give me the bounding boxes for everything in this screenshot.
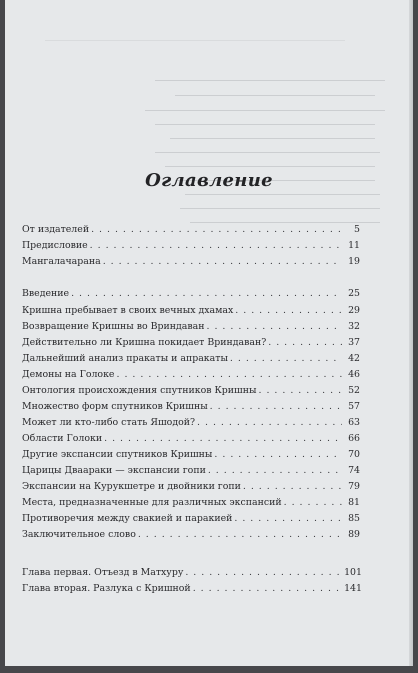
toc-entry-label: Места, предназначенные для различных экспансий <box>22 497 282 508</box>
toc-subentry <box>22 513 360 524</box>
leader-dots <box>193 583 342 594</box>
leader-dots <box>206 321 342 332</box>
toc-entry-page: 42 <box>348 353 360 364</box>
toc-chapter <box>22 583 362 594</box>
leader-dots <box>104 433 342 444</box>
toc-entry-label: Заключительное слово <box>22 529 136 540</box>
toc-entry-page: 52 <box>348 385 360 396</box>
toc-entry-label: Глава первая. Отъезд в Матхуру <box>22 567 184 578</box>
toc-subentry <box>22 529 360 540</box>
toc-entry-label: От издателей <box>22 224 90 235</box>
toc-subentry <box>22 353 360 364</box>
toc-entry-page: 29 <box>348 305 360 316</box>
toc-subentry <box>22 337 360 348</box>
toc-entry-label: Экспансии на Курукшетре и двойники гопи <box>22 481 241 492</box>
toc-entry-page: 37 <box>348 337 360 348</box>
toc-entry-page: 19 <box>348 256 360 267</box>
page-title: Оглавление <box>145 170 273 191</box>
toc-entry-page: 5 <box>354 224 360 235</box>
leader-dots <box>197 417 342 428</box>
toc-entry-page: 141 <box>344 583 362 594</box>
leader-dots <box>138 529 342 540</box>
leader-dots <box>258 385 342 396</box>
toc-entry-page: 11 <box>348 240 360 251</box>
toc-subentry <box>22 385 360 396</box>
toc-entry-label: Области Голоки <box>22 433 103 444</box>
toc-chapter <box>22 567 362 578</box>
toc-entry <box>22 240 360 251</box>
toc-entry-label: Демоны на Голоке <box>22 369 115 380</box>
toc-entry-page: 66 <box>348 433 360 444</box>
toc-entry-page: 101 <box>344 567 362 578</box>
leader-dots <box>91 224 342 235</box>
toc-subentry <box>22 321 360 332</box>
toc-entry-page: 74 <box>348 465 360 476</box>
toc-entry-label: Глава вторая. Разлука с Кришной <box>22 583 191 594</box>
toc-entry-label: Противоречия между свакией и паракией <box>22 513 233 524</box>
toc-entry-label: Кришна пребывает в своих вечных дхамах <box>22 305 234 316</box>
toc-entry-page: 57 <box>348 401 360 412</box>
toc-entry-label: Онтология происхождения спутников Кришны <box>22 385 257 396</box>
toc-subentry <box>22 401 360 412</box>
toc-subentry <box>22 417 360 428</box>
toc-entry-page: 79 <box>348 481 360 492</box>
leader-dots <box>103 256 342 267</box>
toc-subentry <box>22 497 360 508</box>
toc-entry-label: Предисловие <box>22 240 88 251</box>
bleed-through-text <box>5 0 413 240</box>
leader-dots <box>234 513 342 524</box>
leader-dots <box>90 240 342 251</box>
leader-dots <box>268 337 342 348</box>
toc-entry-page: 89 <box>348 529 360 540</box>
leader-dots <box>214 449 342 460</box>
toc-subentry <box>22 305 360 316</box>
toc-subentry <box>22 465 360 476</box>
toc-entry-label: Мангалачарана <box>22 256 101 267</box>
leader-dots <box>116 369 342 380</box>
leader-dots <box>230 353 342 364</box>
leader-dots <box>185 567 342 578</box>
toc-entry-label: Возвращение Кришны во Вриндаван <box>22 321 205 332</box>
toc-entry-intro <box>22 288 360 299</box>
toc-entry-label: Царицы Дваараки — экспансии гопи <box>22 465 206 476</box>
toc-subentry <box>22 449 360 460</box>
toc-entry-label: Может ли кто-либо стать Яшодой? <box>22 417 196 428</box>
toc-entry-page: 46 <box>348 369 360 380</box>
toc-entry <box>22 256 360 267</box>
toc-entry-page: 81 <box>348 497 360 508</box>
toc-entry-label: Действительно ли Кришна покидает Вриндаван? <box>22 337 267 348</box>
toc-entry-page: 32 <box>348 321 360 332</box>
leader-dots <box>243 481 342 492</box>
toc-entry-page: 70 <box>348 449 360 460</box>
toc-entry-label: Введение <box>22 288 70 299</box>
toc-subentry <box>22 433 360 444</box>
toc-entry-label: Дальнейший анализ пракаты и апракаты <box>22 353 228 364</box>
toc-subentry <box>22 369 360 380</box>
toc-entry-page: 85 <box>348 513 360 524</box>
leader-dots <box>235 305 342 316</box>
toc-entry-page: 25 <box>348 288 360 299</box>
leader-dots <box>210 401 342 412</box>
page-edge <box>409 0 413 666</box>
toc-entry <box>22 224 360 235</box>
leader-dots <box>208 465 342 476</box>
leader-dots <box>284 497 342 508</box>
book-page <box>5 0 413 666</box>
toc-subentry <box>22 481 360 492</box>
toc-entry-label: Другие экспансии спутников Кришны <box>22 449 213 460</box>
leader-dots <box>71 288 342 299</box>
toc-entry-page: 63 <box>348 417 360 428</box>
toc-entry-label: Множество форм спутников Кришны <box>22 401 208 412</box>
